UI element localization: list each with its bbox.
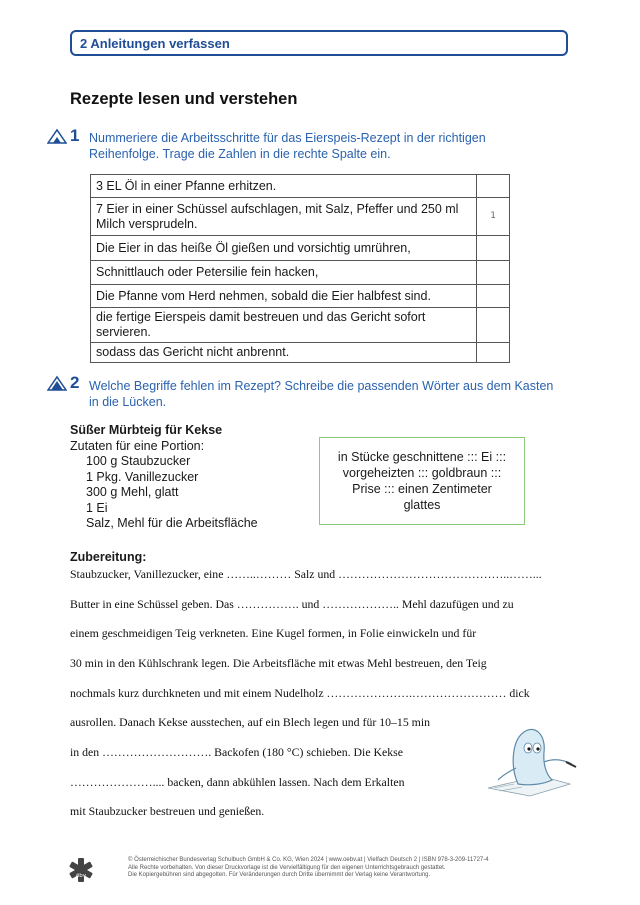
step-number-cell[interactable] bbox=[477, 261, 510, 285]
table-row bbox=[91, 261, 510, 285]
page-title: Rezepte lesen und verstehen bbox=[70, 90, 298, 108]
step-number-cell[interactable] bbox=[477, 343, 510, 363]
chapter-header bbox=[70, 30, 568, 56]
ingredient-item: 300 g Mehl, glatt bbox=[86, 485, 179, 499]
word-box-line: vorgeheizten ::: goldbraun ::: bbox=[342, 466, 502, 480]
word-box-line: Prise ::: einen Zentimeter bbox=[352, 482, 492, 496]
copyright-footer bbox=[128, 857, 489, 880]
ingredient-item: Salz, Mehl für die Arbeitsfläche bbox=[86, 516, 258, 530]
recipe-title: Süßer Mürbteig für Kekse bbox=[70, 423, 223, 437]
preparation-title: Zubereitung: bbox=[70, 550, 147, 564]
preparation-line: Staubzucker, Vanillezucker, eine ……..……… Salz und ……………………………………..……... bbox=[70, 567, 542, 581]
logo-text: öbv bbox=[75, 873, 87, 879]
word-box-line: glattes bbox=[403, 498, 441, 512]
difficulty-mountain-icon bbox=[47, 375, 67, 391]
ingredients-intro: Zutaten für eine Portion: bbox=[70, 438, 205, 453]
preparation-line: ………………….... backen, dann abkühlen lassen. Nach dem Erkalten bbox=[70, 775, 405, 789]
task-number-1: 1 bbox=[70, 126, 80, 145]
task-2-instructions bbox=[89, 378, 559, 410]
task-2-text-line: in die Lücken. bbox=[89, 395, 167, 409]
preparation-line: in den ………………………. Backofen (180 °C) schieben. Die Kekse bbox=[70, 745, 403, 759]
difficulty-mountain-icon bbox=[47, 128, 67, 144]
ingredient-item: 1 Pkg. Vanillezucker bbox=[86, 469, 199, 484]
step-text: 3 EL Öl in einer Pfanne erhitzen. bbox=[91, 175, 477, 198]
step-text: Die Pfanne vom Herd nehmen, sobald die Eier halbfest sind. bbox=[91, 285, 477, 308]
preparation-line: nochmals kurz durchkneten und mit einem Nudelholz ………………….…………………… dick bbox=[70, 686, 530, 700]
ingredient-item: 1 Ei bbox=[86, 500, 108, 515]
preparation-line: ausrollen. Danach Kekse ausstechen, auf ein Blech legen und für 10–15 min bbox=[70, 715, 431, 729]
ingredient-item: 100 g Staubzucker bbox=[86, 454, 191, 468]
recipe-steps-table bbox=[90, 174, 510, 363]
table-row bbox=[91, 236, 510, 261]
recipe-ingredients bbox=[70, 423, 258, 532]
preparation-line: 30 min in den Kühlschrank legen. Die Arbeitsfläche mit etwas Mehl bestreuen, den Teig bbox=[70, 656, 487, 670]
chapter-title: 2 Anleitungen verfassen bbox=[80, 36, 230, 51]
footer-line: © Österreichischer Bundesverlag Schulbuch GmbH & Co. KG, Wien 2024 | www.oebv.at | Vielfach Deutsch 2 | ISBN 978-3-209-11727-4 bbox=[128, 857, 489, 863]
footer-line: Die Kopiergebühren sind abgegolten. Für Veränderungen durch Dritte übernimmt der Verlag keine Verantwortung. bbox=[128, 872, 431, 878]
step-text: Schnittlauch oder Petersilie fein hacken, bbox=[91, 261, 477, 285]
preparation-line: Butter in eine Schüssel geben. Das ……………. und ……………….. Mehl dazufügen und zu bbox=[70, 597, 514, 611]
ghost-mascot-illustration bbox=[480, 718, 580, 798]
preparation-line: einem geschmeidigen Teig verkneten. Eine Kugel formen, in Folie einwickeln und für bbox=[70, 626, 477, 640]
word-box bbox=[319, 437, 525, 525]
task-1-text-line: Reihenfolge. Trage die Zahlen in die rechte Spalte ein. bbox=[89, 147, 391, 161]
task-1-instructions bbox=[89, 130, 559, 162]
step-number-cell[interactable] bbox=[477, 175, 510, 198]
footer-line: Alle Rechte vorbehalten. Von dieser Druckvorlage ist die Vervielfältigung für den eigenen Unterrichtsgebrauch gestattet. bbox=[128, 864, 446, 871]
step-text: sodass das Gericht nicht anbrennt. bbox=[91, 343, 477, 363]
table-row bbox=[91, 198, 510, 236]
step-text: Die Eier in das heiße Öl gießen und vorsichtig umrühren, bbox=[91, 236, 477, 261]
step-number-cell[interactable]: 1 bbox=[477, 198, 510, 236]
step-number-cell[interactable] bbox=[477, 308, 510, 343]
obv-publisher-logo bbox=[68, 857, 94, 883]
task-number-2: 2 bbox=[70, 373, 80, 392]
step-text: die fertige Eierspeis damit bestreuen und das Gericht sofort servieren. bbox=[91, 308, 477, 343]
task-1-text-line: Nummeriere die Arbeitsschritte für das Eierspeis-Rezept in der richtigen bbox=[89, 131, 486, 145]
preparation-line: mit Staubzucker bestreuen und genießen. bbox=[70, 804, 265, 818]
table-row bbox=[91, 343, 510, 363]
step-number-cell[interactable] bbox=[477, 285, 510, 308]
word-box-line: in Stücke geschnittene ::: Ei ::: bbox=[337, 450, 507, 464]
table-row bbox=[91, 175, 510, 198]
table-row bbox=[91, 285, 510, 308]
step-number-cell[interactable] bbox=[477, 236, 510, 261]
table-row bbox=[91, 308, 510, 343]
task-2-text-line: Welche Begriffe fehlen im Rezept? Schreibe die passenden Wörter aus dem Kasten bbox=[89, 379, 554, 393]
step-text: 7 Eier in einer Schüssel aufschlagen, mit Salz, Pfeffer und 250 ml Milch versprudeln. bbox=[91, 198, 477, 236]
